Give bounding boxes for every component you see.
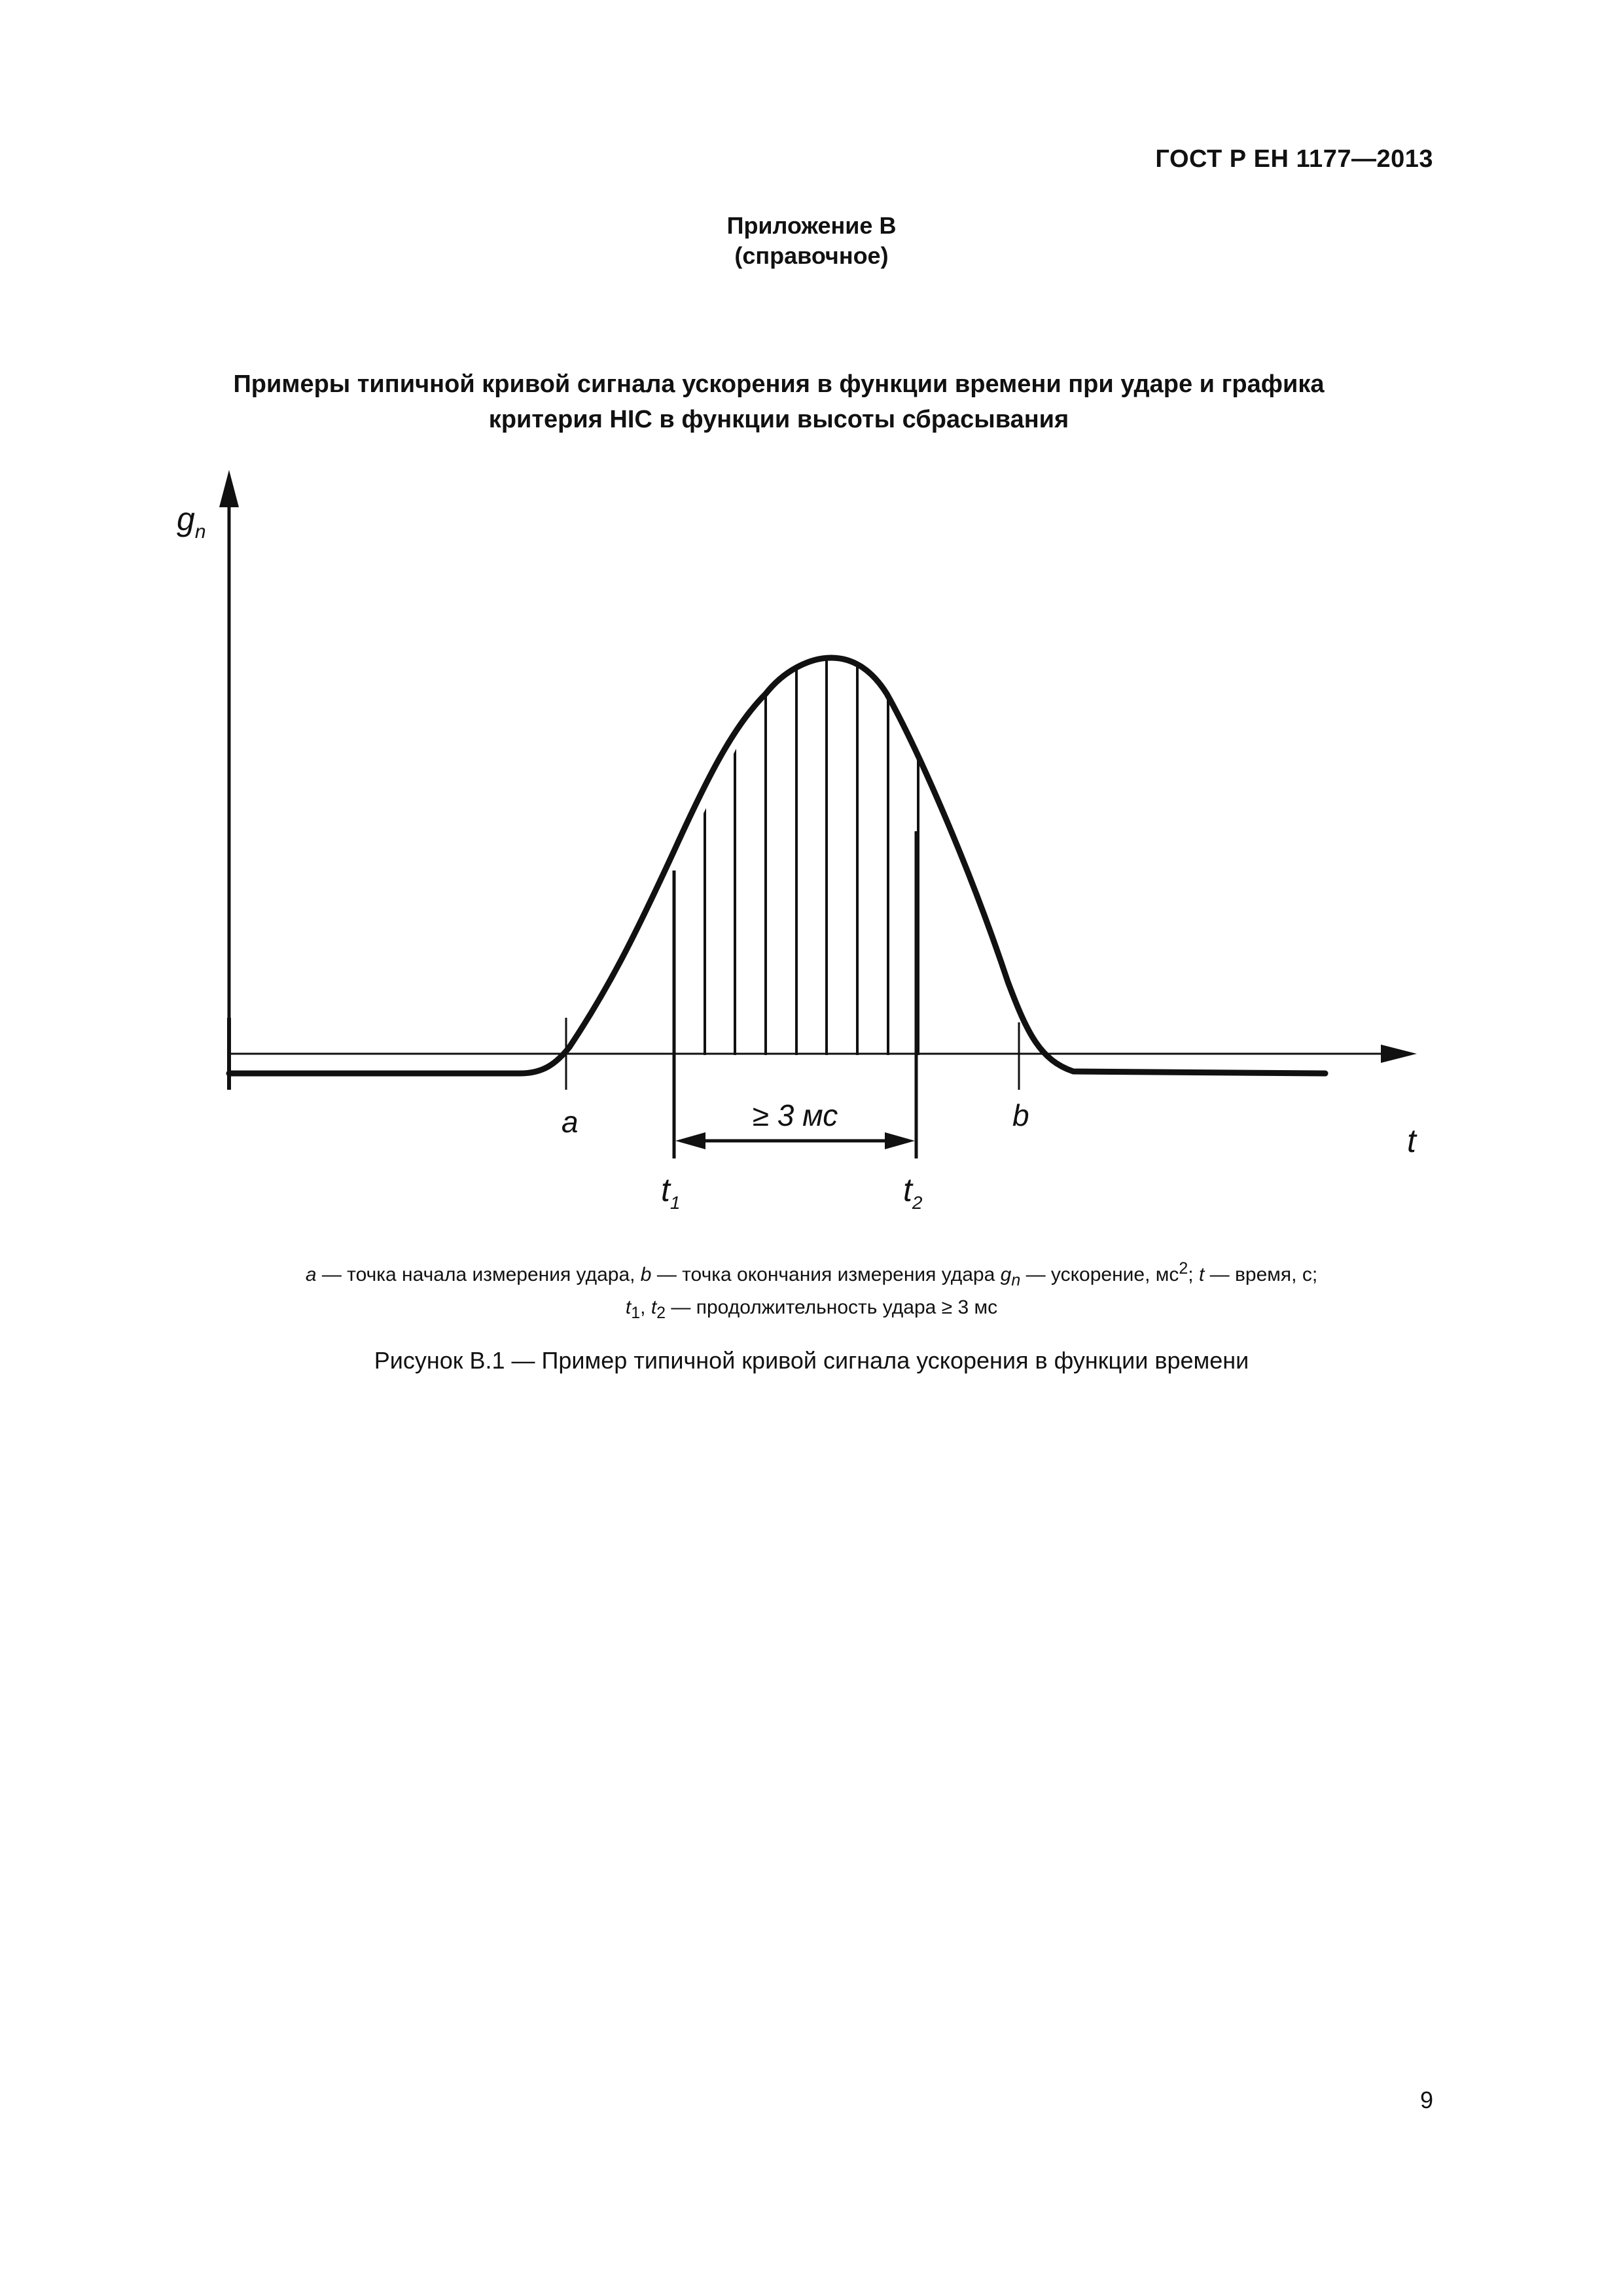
t2-label: $t_2$ xyxy=(903,1172,923,1213)
legend-line-2 xyxy=(0,1294,1623,1327)
legend-t2-subscript: 2 xyxy=(656,1304,666,1322)
annex-heading xyxy=(0,211,1623,271)
legend-line-1 xyxy=(0,1255,1623,1294)
annex-type: (справочное) xyxy=(734,242,889,269)
legend-g-superscript: 2 xyxy=(1179,1259,1188,1278)
point-a-label: a xyxy=(562,1105,579,1139)
legend-b-text: — точка окончания измерения удара xyxy=(651,1264,1001,1285)
legend-duration-text: — продолжительность удара ≥ 3 мс xyxy=(666,1297,998,1318)
legend-g-subscript: n xyxy=(1011,1271,1021,1289)
section-title-line-2: критерия HIC в функции высоты сбрасывания xyxy=(488,406,1069,433)
y-axis xyxy=(219,470,239,1090)
legend-t1-symbol: t xyxy=(625,1297,632,1318)
annex-title: Приложение В xyxy=(726,212,897,239)
section-title-line-1: Примеры типичной кривой сигнала ускорения в функции времени при ударе и графика xyxy=(233,370,1325,398)
x-axis-arrowhead xyxy=(1381,1045,1417,1063)
legend-a-symbol: a xyxy=(305,1264,317,1285)
document-id: ГОСТ Р ЕН 1177—2013 xyxy=(1155,145,1433,173)
legend-t1-subscript: 1 xyxy=(631,1304,641,1322)
legend-g-text: — ускорение, мс xyxy=(1020,1264,1179,1285)
x-axis-label: t xyxy=(1407,1122,1416,1159)
y-axis-arrowhead xyxy=(219,470,239,507)
duration-dimension xyxy=(675,1132,915,1149)
legend-t-symbol: t xyxy=(1198,1264,1205,1285)
impulse-hatching xyxy=(705,589,918,1055)
page-number: 9 xyxy=(1419,2087,1433,2113)
legend-semicolon: ; xyxy=(1188,1264,1199,1285)
legend-g-symbol: g xyxy=(1000,1264,1012,1285)
legend-t2-symbol: t xyxy=(651,1297,657,1318)
t1-label: $t_1$ xyxy=(661,1172,681,1213)
duration-arrowhead-left xyxy=(675,1132,705,1149)
point-b-label: b xyxy=(1012,1098,1029,1132)
legend-t-text: — время, с; xyxy=(1204,1264,1318,1285)
acceleration-curve xyxy=(229,658,1325,1073)
legend-b-symbol: b xyxy=(640,1264,652,1285)
legend-a-text: — точка начала измерения удара, xyxy=(316,1264,641,1285)
section-title xyxy=(157,367,1400,437)
legend-comma: , xyxy=(640,1297,651,1318)
duration-arrowhead-right xyxy=(885,1132,915,1149)
figure-legend xyxy=(0,1255,1623,1327)
duration-label: ≥ 3 мс xyxy=(752,1098,838,1132)
figure-caption: Рисунок В.1 — Пример типичной кривой сигнала ускорения в функции времени xyxy=(374,1347,1249,1374)
x-axis xyxy=(229,1045,1417,1063)
y-axis-label: $g_n$ xyxy=(177,501,206,543)
